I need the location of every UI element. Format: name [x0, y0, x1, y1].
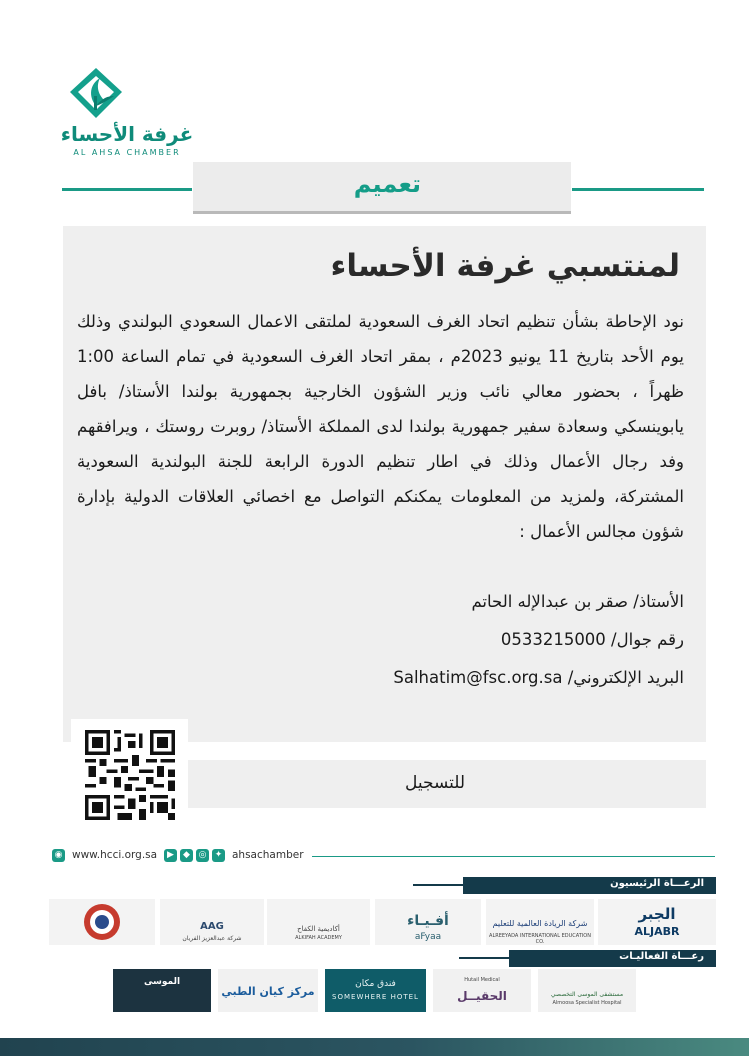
sponsor-sub: ALREEYADA INTERNATIONAL EDUCATION CO.: [489, 933, 591, 945]
band-tail: [413, 884, 463, 886]
sponsor-sub: Hutail Medical: [464, 977, 500, 983]
logo-english-text: AL AHSA CHAMBER: [73, 148, 181, 157]
main-sponsors-band: [463, 877, 716, 894]
circular-title: تعميم: [353, 170, 421, 198]
footer-rule: [312, 856, 715, 857]
sponsor-almoosa: [113, 969, 211, 1012]
palm-emblem-icon: [66, 66, 126, 122]
sponsor-name: أفـيـاء: [407, 913, 449, 929]
instagram-icon[interactable]: ◎: [196, 849, 209, 862]
sponsor-seal-logo: [49, 899, 155, 945]
header-rule-right: [572, 188, 704, 191]
sponsor-almoosa-hospital: [538, 969, 636, 1012]
contact-name: الأستاذ/ صقر بن عبدالإله الحاتم: [471, 592, 684, 611]
sponsor-alkifah: [267, 899, 370, 945]
youtube-icon[interactable]: ▶: [164, 849, 177, 862]
sponsor-somewhere-hotel: [325, 969, 426, 1012]
letter-headline: لمنتسبي غرفة الأحساء: [330, 248, 680, 284]
register-qr-code[interactable]: [71, 719, 188, 831]
sponsor-name: مركز كيان الطبي: [221, 985, 315, 998]
sponsor-name: فندق مكان: [355, 979, 396, 989]
event-sponsors-band: [509, 950, 716, 967]
sponsor-aag: [160, 899, 264, 945]
header-rule-left: [62, 188, 192, 191]
bottom-decor-strip: [0, 1038, 749, 1056]
sponsor-name: مستشفى الموسى التخصصي: [550, 991, 624, 998]
register-box: [187, 760, 706, 808]
sponsor-name: شركة الريادة العالمية للتعليم: [492, 919, 588, 928]
contact-phone: رقم جوال/ 0533215000: [500, 630, 684, 649]
sponsor-afyaa: [375, 899, 481, 945]
sponsor-alreeyada: [486, 899, 594, 945]
letter-body: نود الإحاطة بشأن تنظيم اتحاد الغرف السعودية لملتقى الاعمال السعودي البولندي وذلك يوم الأحد بتاريخ 11 يونيو 2023م ، بمقر اتحاد الغرف السعودية في تمام الساعة 1:00 ظهراً ، بحضور معالي نائب وزير الشؤون الخارجية بجمهورية بولندا الأستاذ/ بافل يابوينسكي وسعادة سفير جمهورية بولندا لدى المملكة الأستاذ/ روبرت روستك ، ويرافقهم وفد رجال الأعمال وذلك في اطار تنظيم الدورة الرابعة للجنة البولندية السعودية المشتركة، ولمزيد من المعلومات يمكنكم التواصل مع اخصائي العلاقات الدولية بإدارة شؤون مجالس الأعمال :: [77, 312, 685, 541]
footer-website[interactable]: www.hcci.org.sa: [72, 849, 158, 861]
sponsor-name: أكاديمية الكفاح: [297, 925, 340, 933]
sponsor-name: الحقيــل: [457, 989, 507, 1003]
sponsor-aljabr: [598, 899, 716, 945]
snapchat-icon[interactable]: ◆: [180, 849, 193, 862]
logo-arabic-text: غرفة الأحساء: [60, 122, 194, 146]
seal-emblem-icon: [82, 902, 122, 942]
register-label: للتسجيل: [405, 773, 466, 793]
sponsor-name: AAG: [200, 921, 224, 932]
chamber-logo: [60, 66, 194, 162]
sponsor-name: الجبر: [638, 905, 676, 923]
contact-email: البريد الإلكتروني/ Salhatim@fsc.org.sa: [393, 668, 684, 687]
footer-contact-bar: [52, 848, 716, 866]
sponsor-hutail: [433, 969, 531, 1012]
sponsor-kayan-medical: [218, 969, 318, 1012]
sponsor-sub: ALKIFAH ACADEMY: [295, 935, 342, 941]
sponsor-sub: ALJABR: [634, 925, 680, 938]
sponsor-sub: SOMEWHERE HOTEL: [332, 993, 419, 1001]
band-tail: [459, 957, 509, 959]
event-sponsors-label: رعـــاة الفعاليـات: [619, 951, 704, 962]
twitter-icon[interactable]: ✦: [212, 849, 225, 862]
sponsor-sub: شركة عبدالعزيز الفريان: [182, 935, 242, 942]
sponsor-sub: Almoosa Specialist Hospital: [552, 1000, 622, 1006]
circular-title-box: [193, 162, 571, 214]
letter-panel: [63, 226, 706, 742]
main-sponsors-label: الرعـــاة الرئيسيون: [610, 878, 704, 889]
sponsor-name: الموسى: [143, 977, 181, 987]
footer-social-handle[interactable]: ahsachamber: [232, 849, 304, 861]
globe-icon: ◉: [52, 849, 65, 862]
sponsor-sub: aFyaa: [414, 932, 442, 942]
qr-code-icon: [85, 729, 175, 821]
